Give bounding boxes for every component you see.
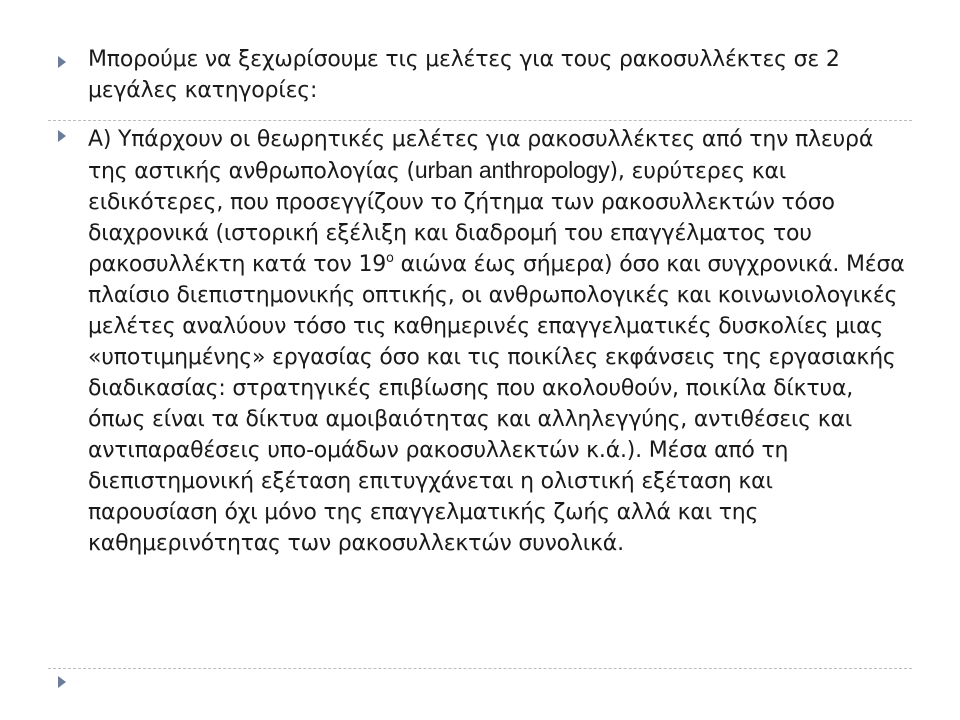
bullet-text-2-part-2: ), ευρύτερες και ειδικότερες, που προσεγγίζουν το ζήτημα των ρακοσυλλεκτών τόσο διαχρονικά (ιστορική εξέλιξη και διαδρομή του επαγγέλματος του ρακοσυλλέκτη κατά τον 19 (88, 159, 835, 277)
triangle-right-icon (58, 56, 66, 68)
bullet-text-2-part-1: Α) Υπάρχουν οι θεωρητικές μελέτες για ρακοσυλλέκτες από την πλευρά της αστικής ανθρωπολογίας ( (88, 127, 874, 184)
divider-line (48, 668, 912, 669)
bullet-text-2 (88, 124, 908, 559)
divider-line (48, 120, 912, 121)
latin-term: urban anthropology (414, 157, 610, 183)
superscript: ο (386, 251, 394, 266)
triangle-right-icon (58, 676, 66, 688)
triangle-right-icon (58, 130, 66, 142)
bullet-text-2-part-3: αιώνα έως σήμερα) όσο και συγχρονικά. Μέσα πλαίσιο διεπιστημονικής οπτικής, οι ανθρωπολογικές και κοινωνιολογικές μελέτες αναλύουν τόσο τις καθημερινές επαγγελματικές δυσκολίες μιας «υποτιμημένης» εργασίας όσο και τις ποικίλες εκφάνσεις της εργασιακής διαδικασίας: στρατηγικές επιβίωσης που ακολουθούν, ποικίλα δίκτυα, όπως είναι τα δίκτυα αμοιβαιότητας και αλληλεγγύης, αντιθέσεις και αντιπαραθέσεις υπο-ομάδων ρακοσυλλεκτών κ.ά.). Μέσα από τη διεπιστημονική εξέταση επιτυγχάνεται η ολιστική εξέταση και παρουσίαση όχι μόνο της επαγγελματικής ζωής αλλά και της καθημερινότητας των ρακοσυλλεκτών συνολικά. (88, 252, 905, 556)
bullet-text-1: Μπορούμε να ξεχωρίσουμε τις μελέτες για τους ρακοσυλλέκτες σε 2 μεγάλες κατηγορίες: (88, 47, 840, 103)
